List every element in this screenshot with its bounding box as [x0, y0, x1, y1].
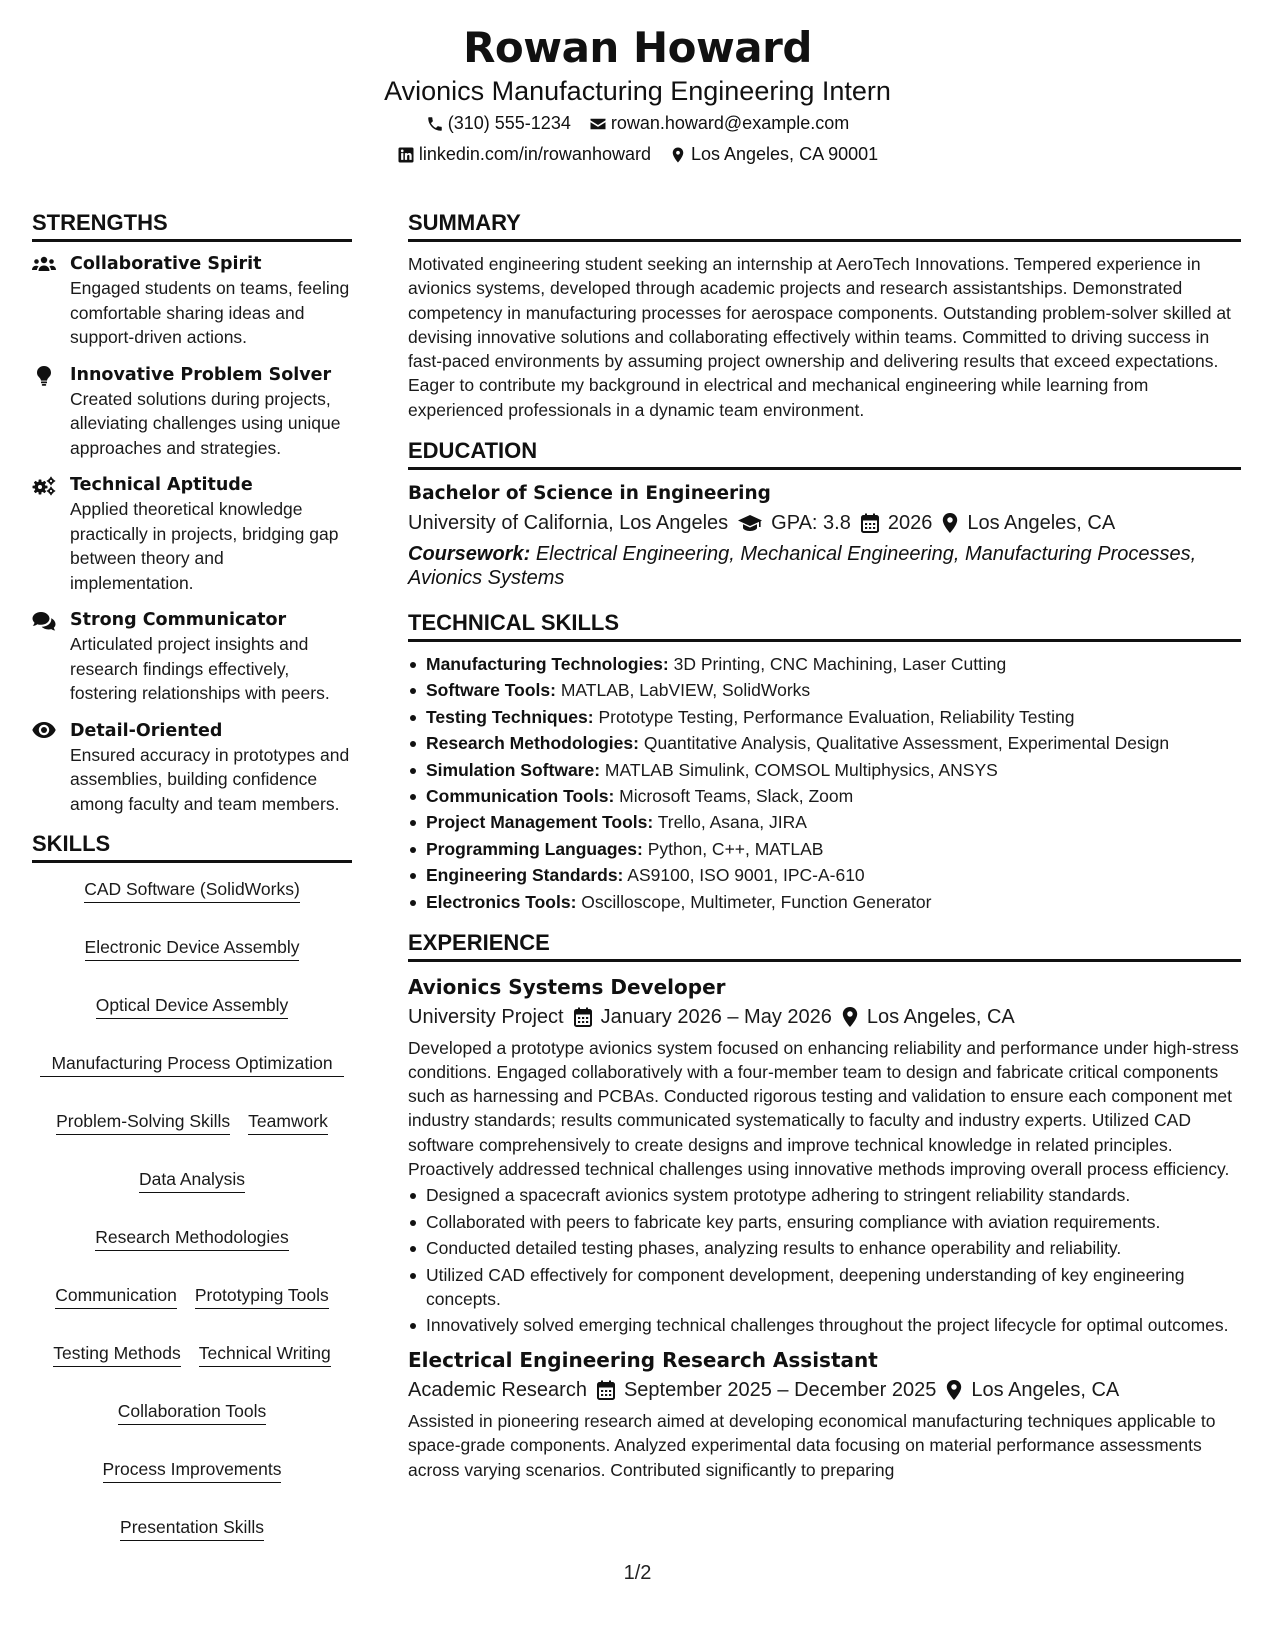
degree-title: Bachelor of Science in Engineering [408, 483, 771, 505]
education-meta [408, 508, 1241, 538]
job-entry [408, 972, 1241, 1337]
job-entry [408, 1345, 1241, 1482]
skill-tag: Prototyping Tools [195, 1283, 329, 1309]
linkedin-text[interactable]: linkedin.com/in/rowanhoward [418, 144, 651, 164]
users-icon [32, 255, 56, 273]
gears-icon [32, 476, 56, 496]
list-item: Designed a spacecraft avionics system prototype adhering to stringent reliability standards. [408, 1183, 1241, 1207]
location-contact [669, 139, 878, 170]
skill-tag: Testing Methods [53, 1341, 180, 1367]
envelope-icon [589, 115, 607, 133]
list-item: Research Methodologies: Quantitative Analysis, Qualitative Assessment, Experimental Design [408, 731, 1241, 755]
map-pin-icon [842, 1007, 858, 1027]
strength-title: Collaborative Spirit [70, 254, 262, 274]
skill-tag: Teamwork [248, 1109, 328, 1135]
linkedin-icon [397, 146, 415, 164]
strength-desc: Applied theoretical knowledge practically in projects, bridging gap between theory and implementation. [70, 499, 339, 593]
job-description: Developed a prototype avionics system focused on enhancing reliability and performance under high-stress conditions. Engaged collaboratively with a four-member team to design and fabricate critical components such as harnessing and PCBAs. Conducted rigorous testing and validation to ensure each component met industry standards; results communicated systematically to faculty and industry experts. Utilized CAD software comprehensively to create designs and improve technical knowledge in related principles. Proactively addressed technical challenges using innovative methods improving overall process efficiency. [408, 1037, 1239, 1180]
list-item: Collaborated with peers to fabricate key parts, ensuring compliance with aviation requirements. [408, 1210, 1241, 1234]
job-location: Los Angeles, CA [971, 1378, 1120, 1401]
education-heading: EDUCATION [408, 436, 1241, 470]
list-item: Innovatively solved emerging technical challenges throughout the project lifecycle for optimal outcomes. [408, 1313, 1241, 1337]
skill-tag: Research Methodologies [95, 1225, 289, 1251]
eye-icon [32, 722, 56, 738]
skills-list [32, 873, 352, 1541]
resume-header [0, 22, 1275, 170]
map-pin-icon [942, 513, 958, 533]
map-pin-icon [946, 1380, 962, 1400]
skill-tag: Process Improvements [103, 1457, 282, 1483]
skill-tag: Manufacturing Process Optimization [40, 1051, 344, 1077]
coursework-text: Electrical Engineering, Mechanical Engineering, Manufacturing Processes, Avionics Systems [408, 543, 1197, 590]
email-text[interactable]: rowan.howard@example.com [610, 113, 850, 133]
list-item: Conducted detailed testing phases, analyzing results to enhance operability and reliability. [408, 1236, 1241, 1260]
calendar-icon [597, 1380, 615, 1400]
strength-desc: Articulated project insights and research findings effectively, fostering relationships with peers. [70, 634, 330, 703]
graduation-year: 2026 [887, 512, 933, 535]
graduation-cap-icon [738, 514, 762, 532]
gpa-text: GPA: 3.8 [771, 512, 851, 535]
coursework-label: Coursework: [408, 543, 531, 566]
job-location: Los Angeles, CA [866, 1005, 1015, 1028]
strength-item [32, 719, 352, 817]
list-item: Software Tools: MATLAB, LabVIEW, SolidWorks [408, 678, 1241, 702]
job-meta [408, 1002, 1241, 1032]
summary-heading: SUMMARY [408, 208, 1241, 242]
location-text: Los Angeles, CA 90001 [690, 144, 879, 164]
map-pin-icon [669, 146, 687, 164]
contact-row-1 [0, 108, 1275, 139]
strength-title: Detail-Oriented [70, 720, 223, 741]
technical-skills-list [408, 652, 1241, 914]
skill-tag: Collaboration Tools [118, 1399, 267, 1425]
candidate-title: Avionics Manufacturing Engineering Intern [384, 76, 891, 106]
skill-tag: Problem-Solving Skills [56, 1109, 230, 1135]
lightbulb-icon [36, 366, 52, 386]
list-item: Simulation Software: MATLAB Simulink, COMSOL Multiphysics, ANSYS [408, 758, 1241, 782]
list-item: Utilized CAD effectively for component development, deepening understanding of key engineering concepts. [408, 1263, 1241, 1311]
email-contact[interactable] [589, 108, 849, 139]
right-column [408, 208, 1241, 1482]
candidate-name: Rowan Howard [463, 23, 812, 72]
phone-text: (310) 555-1234 [447, 113, 571, 133]
job-bullets [408, 1183, 1241, 1337]
job-org: Academic Research [408, 1378, 587, 1401]
coursework [408, 542, 1241, 590]
calendar-icon [574, 1007, 592, 1027]
school-name: University of California, Los Angeles [408, 512, 729, 535]
job-dates: January 2026 – May 2026 [600, 1005, 832, 1028]
skill-tag: Electronic Device Assembly [85, 935, 300, 961]
strength-title: Innovative Problem Solver [70, 364, 332, 385]
job-dates: September 2025 – December 2025 [623, 1378, 937, 1401]
strength-item [32, 363, 352, 461]
calendar-icon [861, 513, 879, 533]
skill-tag: Data Analysis [139, 1167, 245, 1193]
job-title: Avionics Systems Developer [408, 974, 726, 999]
experience-heading: EXPERIENCE [408, 928, 1241, 962]
strengths-heading: STRENGTHS [32, 208, 352, 242]
education-location: Los Angeles, CA [967, 512, 1116, 535]
strength-desc: Created solutions during projects, alleviating challenges using unique approaches and strategies. [70, 388, 341, 458]
list-item: Testing Techniques: Prototype Testing, Performance Evaluation, Reliability Testing [408, 705, 1241, 729]
strength-title: Strong Communicator [70, 610, 287, 630]
left-column [32, 208, 352, 1541]
list-item: Engineering Standards: AS9100, ISO 9001, IPC-A-610 [408, 863, 1241, 887]
strength-item [32, 252, 352, 350]
skill-tag: CAD Software (SolidWorks) [84, 877, 300, 903]
job-title: Electrical Engineering Research Assistant [408, 1347, 878, 1372]
list-item: Programming Languages: Python, C++, MATLAB [408, 837, 1241, 861]
skill-tag: Technical Writing [199, 1341, 331, 1367]
comments-icon [32, 611, 56, 631]
strength-desc: Engaged students on teams, feeling comfortable sharing ideas and support-driven actions. [70, 278, 350, 347]
page-number: 1/2 [623, 1562, 652, 1584]
summary-text: Motivated engineering student seeking an internship at AeroTech Innovations. Tempered experience in avionics systems, developed through academic projects and research assistantships. Demonstrated competency in manufacturing processes for aerospace components. Outstanding problem-solver skilled at devising innovative solutions and collaborating effectively within teams. Committed to driving success in fast-paced environments by assuming project ownership and delivering results that exceed expectations. Eager to contribute my background in electrical and mechanical engineering while learning from experienced professionals in a dynamic team environment. [408, 254, 1231, 420]
skill-tag: Communication [55, 1283, 177, 1309]
list-item: Manufacturing Technologies: 3D Printing, CNC Machining, Laser Cutting [408, 652, 1241, 676]
job-description: Assisted in pioneering research aimed at developing economical manufacturing techniques applicable to space-grade components. Analyzed experimental data focusing on material performance assessments across varying scenarios. Contributed significantly to preparing [408, 1410, 1216, 1480]
technical-skills-heading: TECHNICAL SKILLS [408, 608, 1241, 642]
job-meta [408, 1375, 1241, 1405]
list-item: Electronics Tools: Oscilloscope, Multimeter, Function Generator [408, 890, 1241, 914]
job-org: University Project [408, 1005, 564, 1028]
skill-tag: Optical Device Assembly [96, 993, 289, 1019]
strength-item [32, 608, 352, 706]
phone-icon [426, 115, 444, 133]
list-item: Communication Tools: Microsoft Teams, Slack, Zoom [408, 784, 1241, 808]
linkedin-contact[interactable] [397, 139, 651, 170]
list-item: Project Management Tools: Trello, Asana, JIRA [408, 810, 1241, 834]
strength-title: Technical Aptitude [70, 475, 253, 495]
contact-row-2 [0, 139, 1275, 170]
phone-contact [426, 108, 571, 139]
skill-tag: Presentation Skills [120, 1515, 264, 1541]
strength-item [32, 473, 352, 595]
skills-heading: SKILLS [32, 829, 352, 863]
strength-desc: Ensured accuracy in prototypes and assemblies, building confidence among faculty and team members. [70, 744, 350, 814]
